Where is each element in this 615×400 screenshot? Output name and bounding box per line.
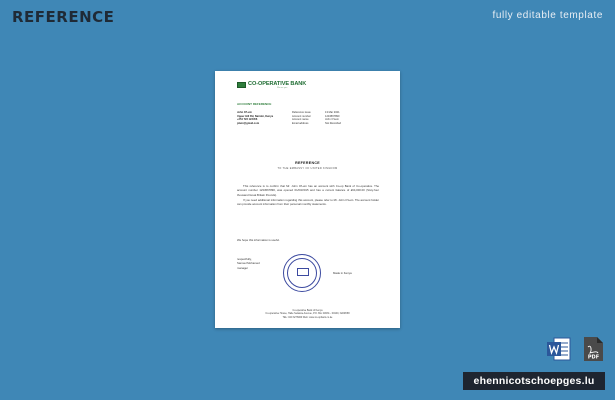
address-line: jolein@gmail.com [237, 121, 260, 125]
meta-row [292, 122, 341, 126]
reference-document [215, 71, 400, 328]
document-title: REFERENCE [295, 161, 320, 165]
meta-key: Email address [292, 121, 309, 125]
meta-key: Reference issue [292, 111, 311, 114]
signoff-block [237, 257, 260, 270]
bank-logo [237, 81, 306, 89]
svg-text:PDF: PDF [587, 354, 600, 361]
meta-value: John O'Lein [325, 118, 339, 121]
footer-line: Co-operative Bank of Kenya [292, 309, 323, 312]
signoff-line: respectfully, [237, 257, 252, 261]
bank-logo-tagline: We are you [277, 87, 288, 89]
section-heading: ACCOUNT REFERENCE [237, 102, 272, 106]
website-label[interactable]: ehennicotschoepges.lu [463, 372, 605, 390]
page-title: REFERENCE [12, 8, 115, 26]
meta-value: Not Recorded [325, 121, 342, 125]
reference-meta [292, 111, 341, 125]
page-subtitle: fully editable template [492, 10, 603, 21]
bank-stamp-icon [283, 254, 321, 292]
closing-line: We hope this information is useful. [237, 238, 280, 242]
meta-key: Account number [292, 114, 311, 118]
address-line: +254 722 123456 [237, 118, 258, 121]
address-line: John O'Lein [237, 111, 252, 114]
document-footer [215, 309, 400, 319]
address-line: Upper Hill Rd, Nairobi, Kenya [237, 114, 274, 118]
body-paragraph: If you need additional information regarding this account, please refer to Mr. John O'Lein. The account holder can provide account information from their personal monthly statements. [237, 197, 379, 207]
body-paragraph: This reference is to confirm that Mr. John O'Lein has an account with Co-op Bank of Co-operative. The account number 1234567890, was opened 01/03/2015 and has a current balance of £64,000.00 (Sixty-four thousand Great Britain Pounds). [237, 184, 379, 197]
recipient-address [237, 111, 273, 125]
pdf-file-icon[interactable] [582, 336, 604, 362]
footer-line: Co-operative House, Haile Selassie Avenue, P.O. Box 48231 - 00100, NAIROBI [265, 312, 350, 316]
bank-logo-mark-icon [237, 82, 246, 88]
meta-key: Account name [292, 118, 309, 121]
word-file-icon[interactable] [546, 336, 572, 362]
made-in-label: Made in Kenya [333, 271, 352, 275]
meta-value: 1234567890 [325, 114, 340, 118]
footer-line: TEL: 020 3276000 Web: www.co-opbank.co.ke [282, 315, 333, 319]
signoff-line: Samuel Mohamed [237, 261, 260, 266]
meta-value: 13 Mar 2021 [325, 111, 340, 114]
bank-logo-text: CO-OPERATIVE BANK [248, 81, 307, 87]
document-body [237, 184, 379, 208]
document-subtitle: TO THE EMBASSY OF UNITED KINGDOM [277, 167, 338, 170]
signoff-line: manager [237, 265, 249, 270]
stamp-center-mark [297, 268, 309, 276]
